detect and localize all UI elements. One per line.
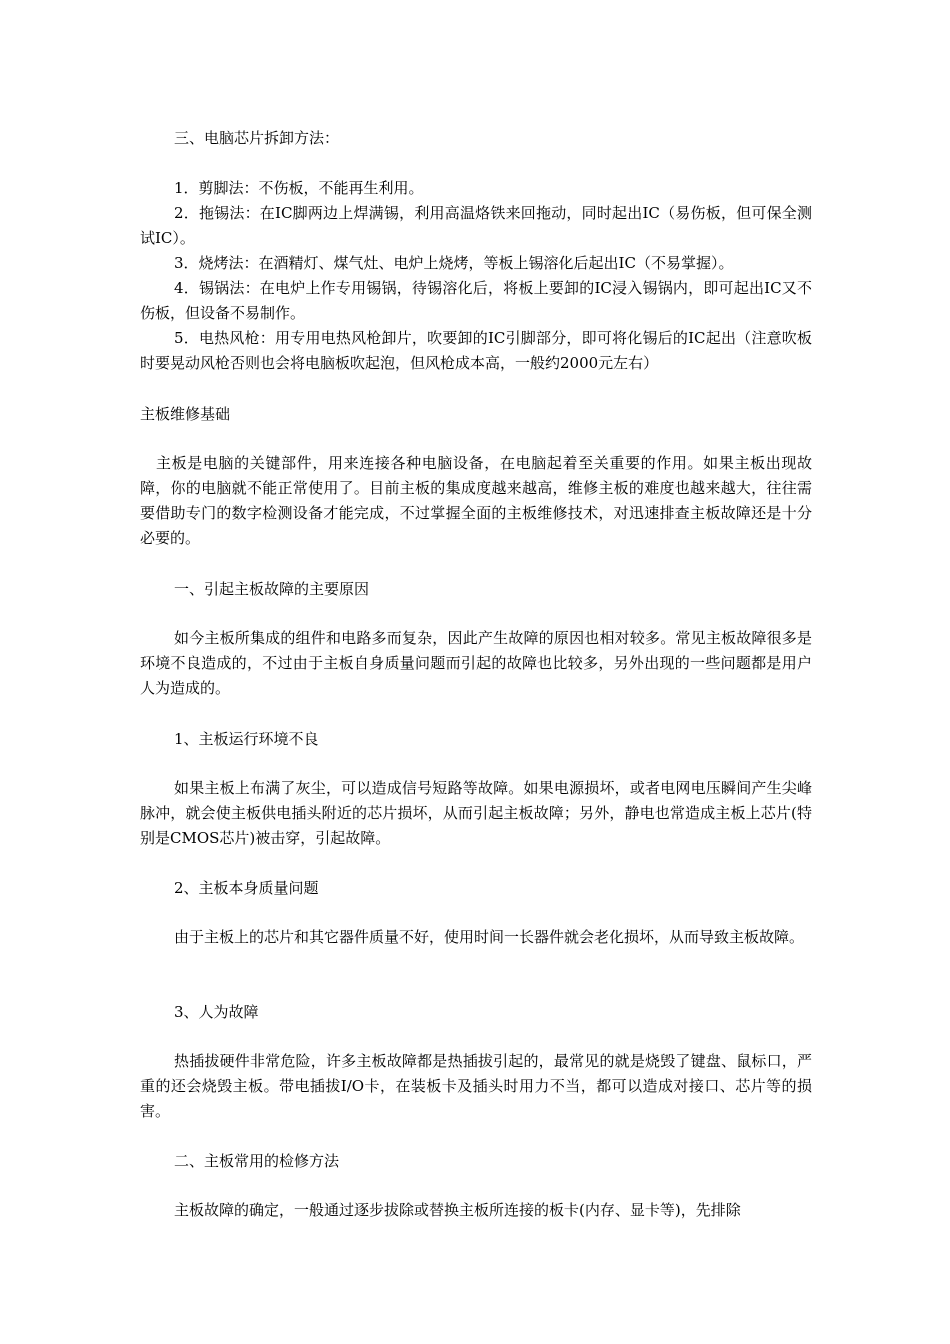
list-item: 2．拖锡法：在IC脚两边上焊满锡，利用高温烙铁来回拖动，同时起出IC（易伤板，但可保全测试IC）。 bbox=[140, 204, 812, 247]
paragraph: 主板是电脑的关键部件，用来连接各种电脑设备，在电脑起着至关重要的作用。如果主板出现故障，你的电脑就不能正常使用了。目前主板的集成度越来越高，维修主板的难度也越来越大，往往需要借助专门的数字检测设备才能完成，不过掌握全面的主板维修技术，对迅速排查主板故障还是十分必要的。 bbox=[140, 454, 812, 547]
paragraph: 如果主板上布满了灰尘，可以造成信号短路等故障。如果电源损坏，或者电网电压瞬间产生尖峰脉冲，就会使主板供电插头附近的芯片损坏，从而引起主板故障；另外，静电也常造成主板上芯片(特别是CMOS芯片)被击穿，引起故障。 bbox=[140, 779, 812, 847]
methods-body bbox=[140, 1198, 812, 1223]
paragraph: 热插拔硬件非常危险，许多主板故障都是热插拔引起的，最常见的就是烧毁了键盘、鼠标口，严重的还会烧毁主板。带电插拔I/O卡，在装板卡及插头时用力不当，都可以造成对接口、芯片等的损害。 bbox=[140, 1052, 812, 1120]
env-heading: 1、主板运行环境不良 bbox=[174, 730, 319, 748]
paragraph: 主板故障的确定，一般通过逐步拔除或替换主板所连接的板卡(内存、显卡等)，先排除 bbox=[174, 1201, 741, 1219]
human-body bbox=[140, 1049, 812, 1124]
causes-body bbox=[140, 626, 812, 701]
quality-heading: 2、主板本身质量问题 bbox=[174, 879, 319, 897]
paragraph: 由于主板上的芯片和其它器件质量不好，使用时间一长器件就会老化损坏，从而导致主板故障。 bbox=[174, 928, 805, 946]
list-item: 3．烧烤法：在酒精灯、煤气灶、电炉上烧烤，等板上锡溶化后起出IC（不易掌握）。 bbox=[174, 254, 734, 272]
env-body bbox=[140, 776, 812, 851]
methods-heading: 二、主板常用的检修方法 bbox=[174, 1152, 340, 1170]
board-basics-intro bbox=[140, 451, 812, 551]
causes-heading: 一、引起主板故障的主要原因 bbox=[174, 580, 370, 598]
list-item: 4．锡锅法：在电炉上作专用锡锅，待锡溶化后，将板上要卸的IC浸入锡锅内，即可起出IC又不伤板，但设备不易制作。 bbox=[140, 279, 812, 322]
quality-body bbox=[140, 925, 812, 950]
paragraph: 如今主板所集成的组件和电路多而复杂，因此产生故障的原因也相对较多。常见主板故障很多是环境不良造成的，不过由于主板自身质量问题而引起的故障也比较多，另外出现的一些问题都是用户人为造成的。 bbox=[140, 629, 812, 697]
human-heading: 3、人为故障 bbox=[174, 1003, 259, 1021]
list-item: 5．电热风枪：用专用电热风枪卸片，吹要卸的IC引脚部分，即可将化锡后的IC起出（注意吹板时要晃动风枪否则也会将电脑板吹起泡，但风枪成本高，一般约2000元左右） bbox=[140, 329, 812, 372]
list-item: 1．剪脚法：不伤板，不能再生利用。 bbox=[174, 179, 424, 197]
board-basics-title: 主板维修基础 bbox=[140, 405, 231, 423]
chip-removal-heading: 三、电脑芯片拆卸方法： bbox=[174, 129, 340, 147]
chip-removal-list bbox=[140, 176, 812, 376]
